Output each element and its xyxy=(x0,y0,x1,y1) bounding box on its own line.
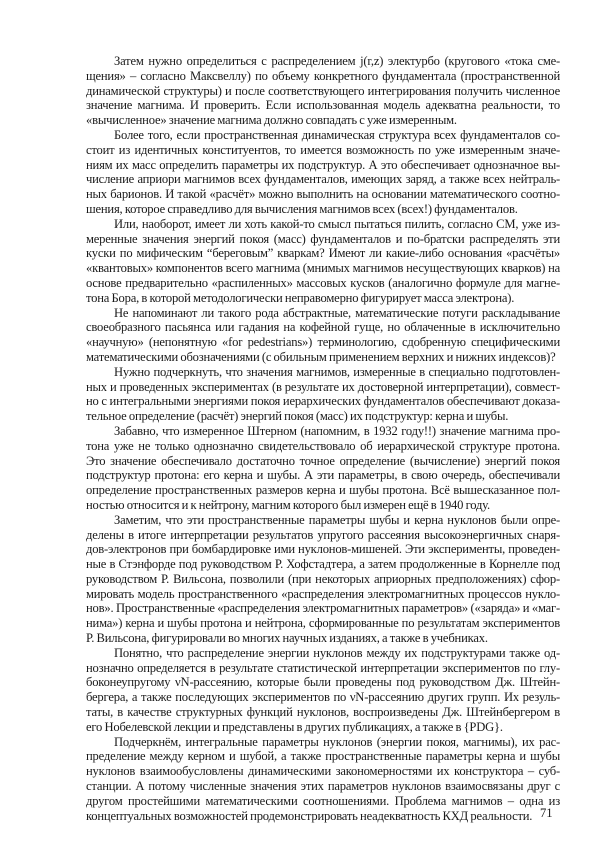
text-line: «научную» (непонятную «for pedestrians») терминологию, сдобренную специфическими xyxy=(86,335,560,350)
text-line: мировать модель пространственного «распределения электромагнитных процессов нукло- xyxy=(86,586,560,601)
text-line: пределение между керном и шубой, а также пространственные параметры керна и шубы xyxy=(86,749,560,764)
text-line: Забавно, что измеренное Штерном (напомним, в 1932 году!!) значение магнима про- xyxy=(114,423,560,438)
text-line: числение априори магнимов всех фундаменталов, имеющих заряд, а также всех нейтраль- xyxy=(86,172,560,187)
text-line: нуклонов взаимообусловлены динамическими закономерностями их конструктора – суб- xyxy=(86,764,560,779)
text-line: ностью относится и к нейтрону, магним которого был измерен ещё в 1940 году. xyxy=(86,497,490,512)
text-line: меренные значения энергий покоя (масс) фундаменталов и по-братски распределять эти xyxy=(86,231,560,246)
text-line: делены в итоге интерпретации результатов упругого рассеяния высокоэнергичных снаря- xyxy=(86,527,560,542)
text-line: ных и проведенных экспериментах (в результате их достоверной интерпретации), совмест- xyxy=(86,379,560,394)
text-line: стоит из идентичных конституентов, то имеется возможность по уже измеренным значе- xyxy=(86,142,560,157)
text-line: Это значение обеспечивало достаточно точное определение (вычисление) энергий покоя xyxy=(86,453,560,468)
text-line: щения» – согласно Максвеллу) по объему конкретного фундаментала (пространственной xyxy=(86,68,560,83)
text-line: значение магнима. И проверить. Если использованная модель адекватна реальности, то xyxy=(86,98,560,113)
text-line: «вычисленное» значение магнима должно совпадать с уже измеренным. xyxy=(86,113,457,128)
text-line: бергера, а также последующих экспериментов по νN-рассеянию других групп. Их резуль- xyxy=(86,690,560,705)
text-line: тона уже не только однозначно свидетельствовало об иерархической структуре протона. xyxy=(86,438,560,453)
text-line: нов». Пространственные «распределения электромагнитных параметров» («заряда» и «маг- xyxy=(86,601,560,616)
paragraph xyxy=(86,54,560,128)
text-line: нозначно определяется в результате статистической интерпретации экспериментов по глу- xyxy=(86,660,560,675)
body-text xyxy=(86,54,560,823)
text-line: тона Бора, в которой методологически неправомерно фигурирует масса электрона). xyxy=(86,290,515,305)
text-line: Не напоминают ли такого рода абстрактные, математические потуги раскладывание xyxy=(114,305,560,320)
paragraph xyxy=(86,424,560,513)
text-line: Заметим, что эти пространственные параметры шубы и керна нуклонов были опре- xyxy=(114,512,560,527)
paragraph xyxy=(86,365,560,424)
text-line: ниям их масс определить параметры их подструктур. А это обеспечивает однозначное вы- xyxy=(86,157,560,172)
text-line: станции. А потому численные значения этих параметров нуклонов взаимосвязаны друг с xyxy=(86,779,560,794)
text-line: ных барионов. И такой «расчёт» можно выполнить на основании математического соотно- xyxy=(86,187,560,202)
text-line: ные в Стэнфорде под руководством Р. Хофстадтера, а затем продолженные в Корнелле под xyxy=(86,557,560,572)
text-line: Более того, если пространственная динамическая структура всех фундаменталов со- xyxy=(114,127,560,142)
text-line: но с интегральными энергиями покоя иерархических фундаменталов обеспечивают доказа- xyxy=(86,394,560,409)
paragraph xyxy=(86,306,560,365)
paragraph xyxy=(86,513,560,646)
text-line: Понятно, что распределение энергии нуклонов между их подструктурами также од- xyxy=(114,645,560,660)
text-line: Р. Вильсона, фигурировали во многих научных изданиях, а также в учебниках. xyxy=(86,631,488,646)
text-line: боконеупругому νN-рассеянию, которые были проведены под руководством Дж. Штейн- xyxy=(86,675,560,690)
paragraph xyxy=(86,217,560,306)
text-line: тельное определение (расчёт) энергий покоя (масс) их подструктур: керна и шубы. xyxy=(86,409,509,424)
text-line: математическими обозначениями (с обильным применением верхних и нижних индексов)? xyxy=(86,349,556,364)
text-line: Подчеркнём, интегральные параметры нуклонов (энергии покоя, магнимы), их рас- xyxy=(114,734,560,749)
text-line: определение пространственных размеров керна и шубы протона. Всё вышесказанное пол- xyxy=(86,483,560,498)
text-line: шения, которое справедливо для вычисления магнимов всех (всех!) фундаменталов. xyxy=(86,201,518,216)
page-number: 71 xyxy=(540,806,553,820)
text-line: концептуальных возможностей продемонстрировать неадекватность КХД реальности. xyxy=(86,808,533,823)
text-line: нима») керна и шубы протона и нейтрона, сформированные по результатам экспериментов xyxy=(86,616,560,631)
paragraph xyxy=(86,735,560,824)
paragraph xyxy=(86,646,560,735)
paragraph xyxy=(86,128,560,217)
text-line: его Нобелевской лекции и представлены в других публикациях, а также в {PDG}. xyxy=(86,719,503,734)
text-line: руководством Р. Вильсона, позволили (при некоторых априорных предположениях) сфор- xyxy=(86,571,560,586)
text-line: Нужно подчеркнуть, что значения магнимов, измеренные в специально подготовлен- xyxy=(114,364,560,379)
text-line: «квантовых» компонентов всего магнима (мнимых магнимов несуществующих кварков) на xyxy=(86,261,560,276)
text-line: другом простейшими математическими соотношениями. Проблема магнимов – одна из xyxy=(86,793,560,808)
text-line: динамической структуры) и после соответствующего интегрирования получить численное xyxy=(86,83,560,98)
text-line: таты, в качестве структурных функций нуклонов, воспроизведены Дж. Штейнбергером в xyxy=(86,705,560,720)
text-line: дов-электронов при бомбардировке ими нуклонов-мишеней. Эти эксперименты, проведен- xyxy=(86,542,560,557)
text-line: своеобразного пасьянса или гадания на кофейной гуще, но облаченные в исключительно xyxy=(86,320,560,335)
text-line: Или, наоборот, имеет ли хоть какой-то смысл пытаться пилить, согласно СМ, уже из- xyxy=(114,216,560,231)
text-line: основе предварительно «распиленных» массовых кусков (аналогично формуле для магне- xyxy=(86,275,560,290)
text-line: подструктур протона: его керна и шубы. А эти параметры, в свою очередь, обеспечивали xyxy=(86,468,560,483)
text-line: Затем нужно определиться с распределением j(r,z) электурбо (кругового «тока сме- xyxy=(114,54,560,68)
text-line: куски по мифическим “береговым” кваркам? Имеют ли какие-либо основания «расчёты» xyxy=(86,246,560,261)
